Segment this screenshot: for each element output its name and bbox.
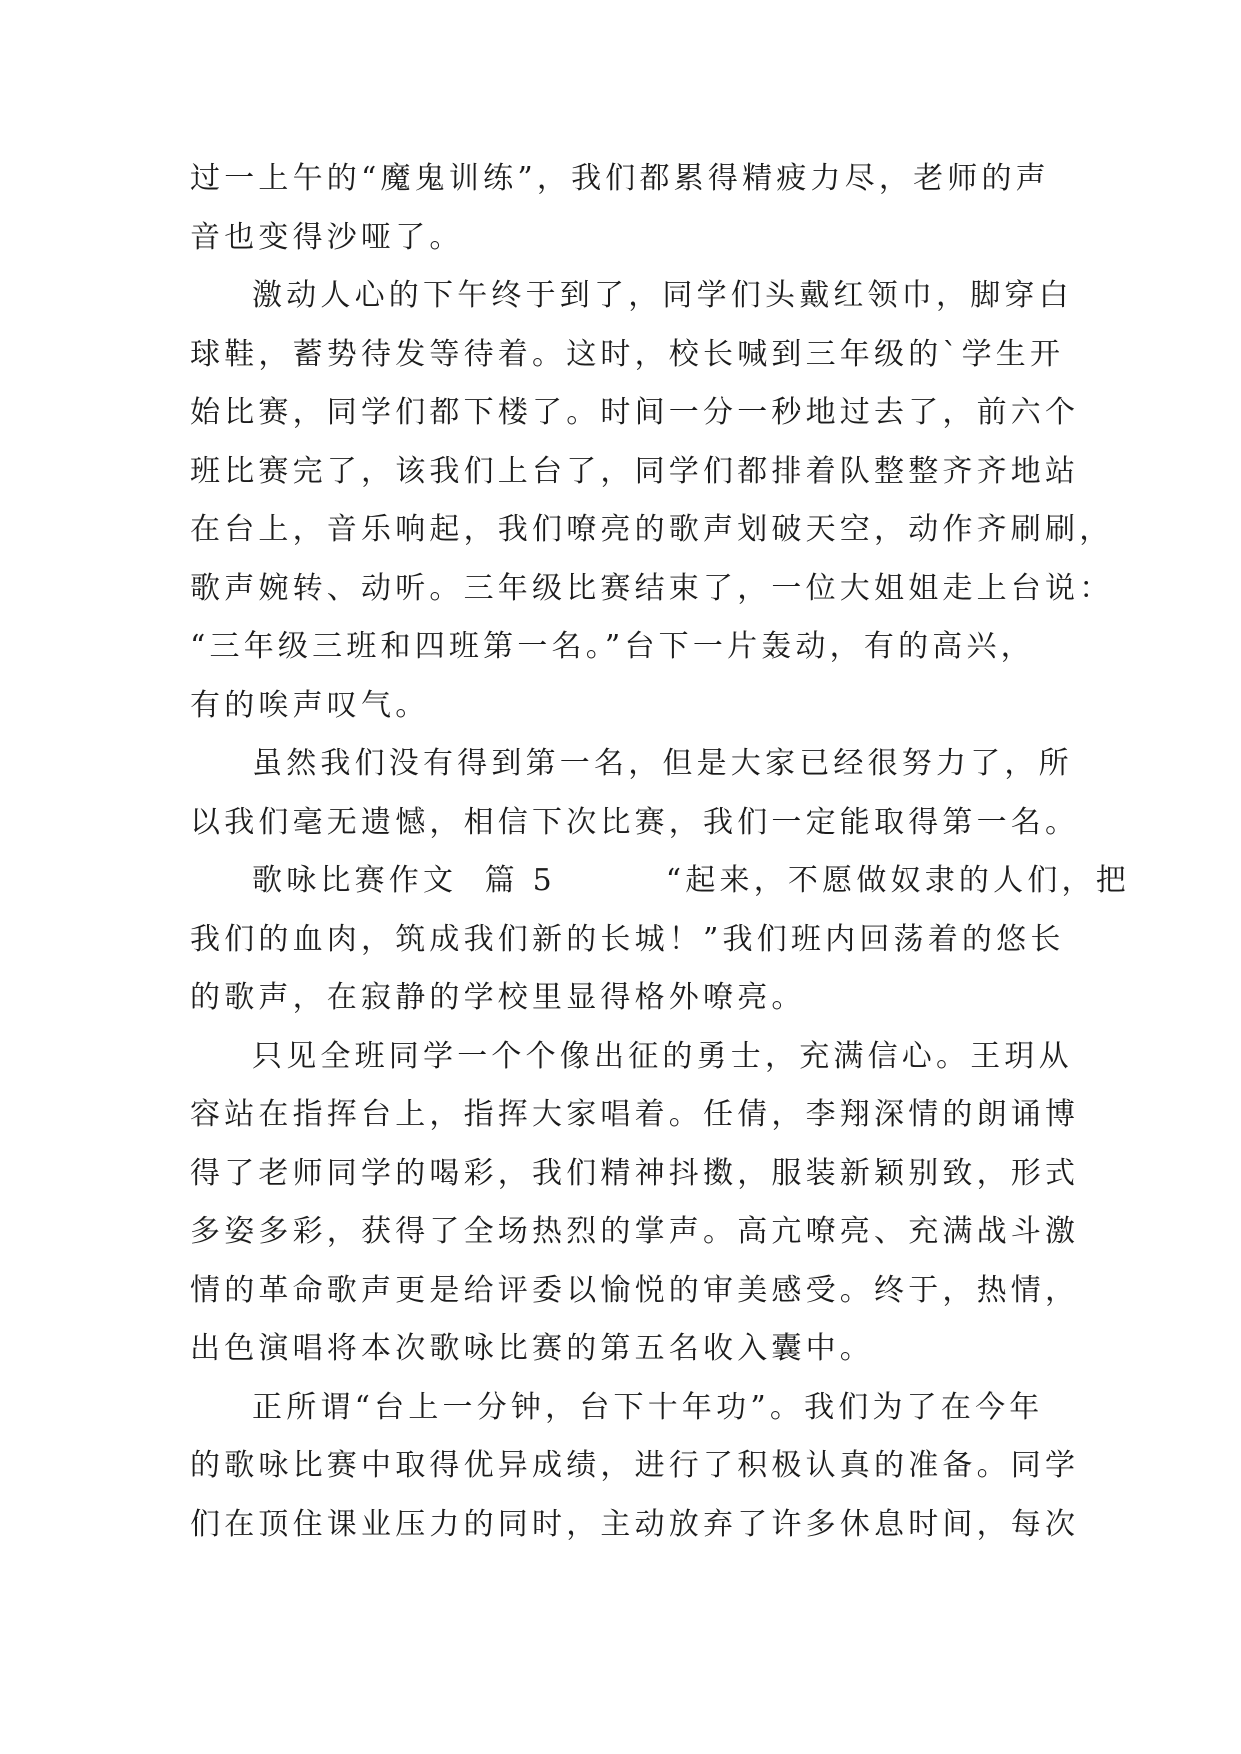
- text-line: 们在顶住课业压力的同时，主动放弃了许多休息时间，每次: [190, 1506, 1080, 1542]
- text-line: 多姿多彩，获得了全场热烈的掌声。高亢嘹亮、充满战斗激: [190, 1214, 1080, 1249]
- text-line: 歌声婉转、动听。三年级比赛结束了，一位大姐姐走上台说：: [190, 570, 1114, 606]
- text-line: 球鞋，蓄势待发等待着。这时，校长喊到三年级的`学生开: [190, 336, 1065, 372]
- text-line: 我们的血肉，筑成我们新的长城！”我们班内回荡着的悠长: [190, 921, 1065, 957]
- text-line: 的歌声，在寂静的学校里显得格外嘹亮。: [190, 980, 806, 1015]
- text-line: 得了老师同学的喝彩，我们精神抖擞，服装新颖别致，形式: [190, 1155, 1080, 1191]
- text-line: 容站在指挥台上，指挥大家唱着。任倩，李翔深情的朗诵博: [190, 1097, 1080, 1132]
- text-line: 的歌咏比赛中取得优异成绩，进行了积极认真的准备。同学: [190, 1448, 1080, 1483]
- text-line: 在台上，音乐响起，我们嘹亮的歌声划破天空，动作齐刷刷，: [190, 512, 1114, 547]
- text-line: 班比赛完了，该我们上台了，同学们都排着队整整齐齐地站: [190, 453, 1080, 489]
- text-line: 有的唉声叹气。: [190, 687, 430, 723]
- text-line: 以我们毫无遗憾，相信下次比赛，我们一定能取得第一名。: [190, 804, 1080, 840]
- text-line: 只见全班同学一个个像出征的勇士，充满信心。王玥从: [252, 1038, 1073, 1074]
- text-line: 虽然我们没有得到第一名，但是大家已经很努力了，所: [252, 746, 1073, 781]
- text-line: 歌咏比赛作文 篇 5 “起来，不愿做奴隶的人们，把: [252, 863, 1130, 898]
- text-line: 激动人心的下午终于到了，同学们头戴红领巾，脚穿白: [252, 278, 1073, 313]
- text-line: 情的革命歌声更是给评委以愉悦的审美感受。终于，热情，: [190, 1272, 1080, 1308]
- text-line: 过一上午的“魔鬼训练”，我们都累得精疲力尽，老师的声: [190, 161, 1050, 196]
- text-line: 正所谓“台上一分钟，台下十年功”。我们为了在今年: [252, 1389, 1044, 1425]
- text-line: 音也变得沙哑了。: [190, 219, 464, 255]
- text-line: 始比赛，同学们都下楼了。时间一分一秒地过去了，前六个: [190, 395, 1080, 430]
- text-line: 出色演唱将本次歌咏比赛的第五名收入囊中。: [190, 1331, 874, 1366]
- text-line: “三年级三班和四班第一名。”台下一片轰动，有的高兴，: [190, 629, 1035, 664]
- document-page: [190, 150, 1130, 1554]
